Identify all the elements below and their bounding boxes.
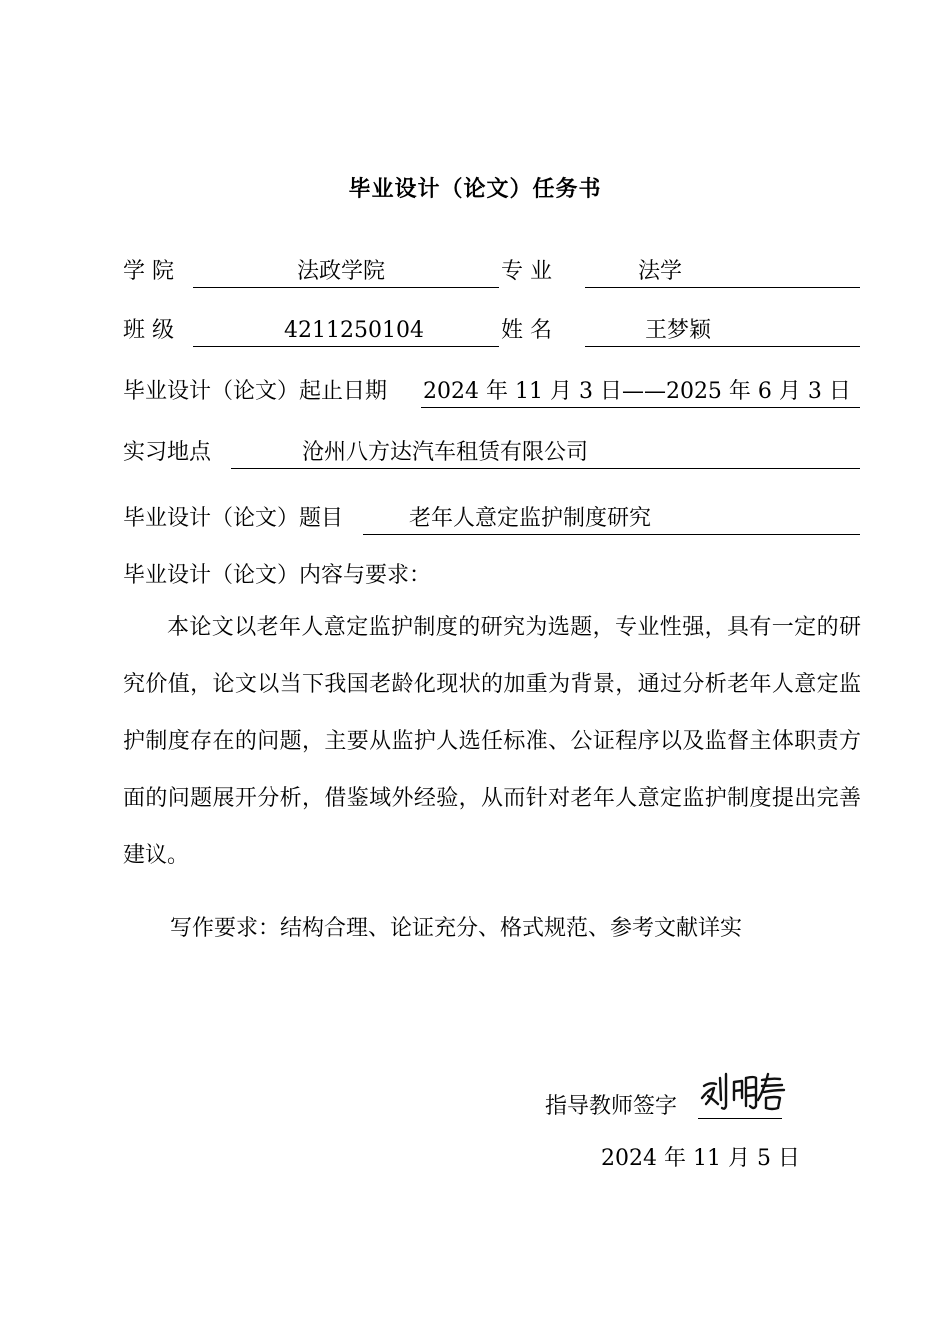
major-field (585, 257, 860, 288)
period-field (421, 377, 860, 408)
topic-value: 老年人意定监护制度研究 (409, 506, 652, 531)
signature-label: 指导教师签字 (545, 1094, 678, 1119)
sign-date: 2024 年 11 月 5 日 (601, 1146, 800, 1171)
topic-label: 毕业设计（论文）题目 (123, 506, 344, 531)
content-paragraph: 本论文以老年人意定监护制度的研究为选题，专业性强，具有一定的研究价值，论文以当下我国老龄化现状的加重为背景，通过分析老年人意定监护制度存在的问题，主要从监护人选任标准、公证程序以及监督主体职责方面的问题展开分析，借鉴域外经验，从而针对老年人意定监护制度提出完善建议。 (123, 615, 861, 868)
class-label: 班 级 (123, 318, 174, 343)
content-heading: 毕业设计（论文）内容与要求： (123, 563, 432, 588)
name-value: 王梦颖 (645, 318, 712, 343)
period-value: 2024 年 11 月 3 日——2025 年 6 月 3 日 (423, 379, 851, 404)
class-value: 4211250104 (284, 318, 424, 343)
period-label: 毕业设计（论文）起止日期 (123, 379, 388, 404)
major-value: 法学 (638, 259, 683, 284)
handwritten-signature (698, 1066, 790, 1118)
college-label: 学 院 (123, 259, 174, 284)
location-value: 沧州八方达汽车租赁有限公司 (302, 440, 589, 465)
class-field (193, 316, 499, 347)
name-field (585, 316, 860, 347)
document-title: 毕业设计（论文）任务书 (348, 177, 602, 202)
college-value: 法政学院 (297, 259, 386, 284)
name-label: 姓 名 (501, 318, 552, 343)
college-field (193, 257, 499, 288)
topic-field (363, 504, 860, 535)
location-field (231, 438, 860, 469)
major-label: 专 业 (501, 259, 552, 284)
writing-requirements: 写作要求：结构合理、论证充分、格式规范、参考文献详实 (170, 916, 743, 941)
location-label: 实习地点 (123, 440, 212, 465)
